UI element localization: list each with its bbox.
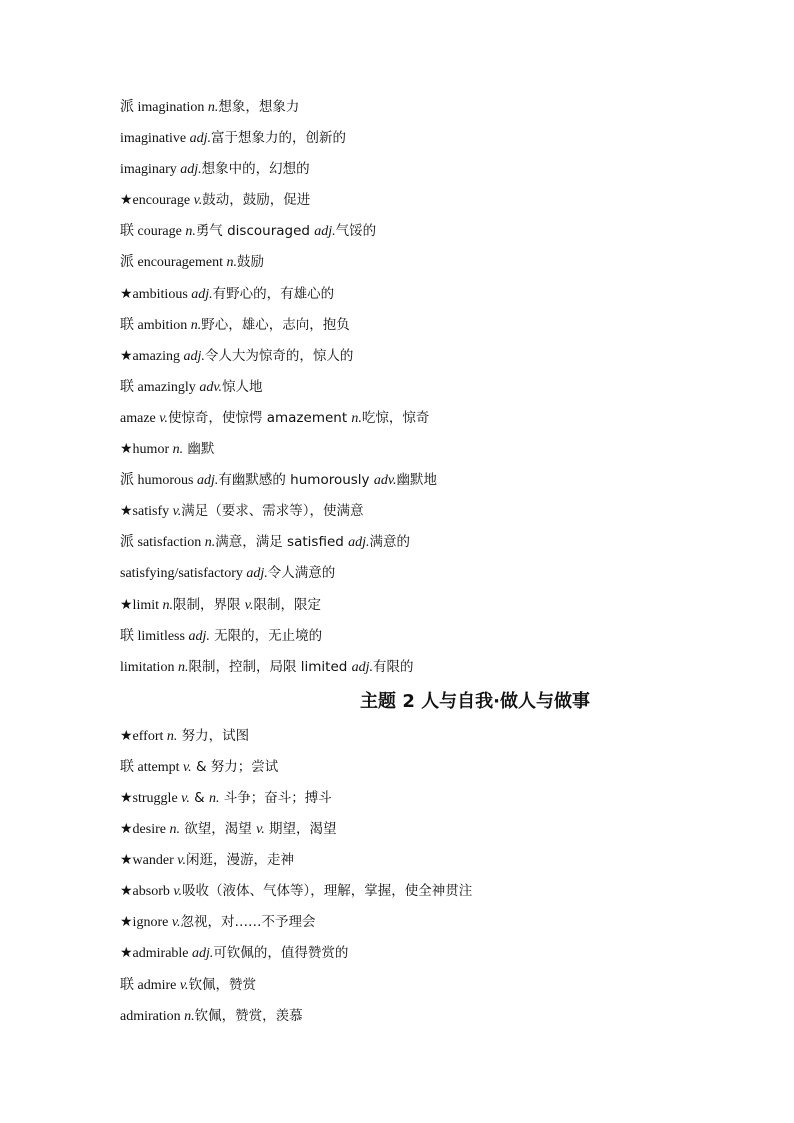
definition: 努力，试图 [177,727,250,744]
part-of-speech: n. [204,535,216,551]
headword: 派 humorous [120,473,197,489]
part-of-speech: n. [184,1008,195,1024]
definition: 使惊奇，使惊愕 amazement [167,409,352,426]
vocab-entry [120,910,760,941]
part-of-speech: adj. [351,659,373,675]
headword: 联 admire [120,977,180,993]
definition: 想象中的，幻想的 [201,161,310,178]
definition: 满意的 [369,534,411,551]
headword: ★admirable [120,946,193,962]
vocab-entry [120,817,760,848]
headword: ★amazing [120,348,184,364]
vocab-entry [120,282,760,313]
headword: ★satisfy [120,504,173,520]
vocab-entry [120,941,760,972]
part-of-speech: n. [162,597,173,613]
part-of-speech: v. [181,790,190,806]
definition: 有野心的，有雄心的 [212,285,335,302]
definition: 钦佩，赞赏，羡慕 [194,1007,303,1024]
part-of-speech: v. [244,597,254,613]
part-of-speech: adj. [314,224,336,240]
definition: 钦佩，赞赏 [188,976,257,993]
section-2-entries [120,724,760,1035]
section-heading: 主题 2 人与自我·做人与做事 [360,690,590,712]
vocab-entry [120,593,760,624]
vocab-entry [120,724,760,755]
headword: ★absorb [120,884,174,900]
definition: 气馁的 [335,223,377,240]
definition: 令人满意的 [267,565,336,582]
headword: 联 limitless [120,628,189,644]
vocab-entry [120,219,760,250]
vocab-entry [120,848,760,879]
part-of-speech: adj. [246,566,268,582]
definition: 限制，限定 [253,596,321,613]
headword: 派 encouragement [120,255,227,271]
headword: admiration [120,1008,185,1024]
part-of-speech: v. [173,884,183,900]
part-of-speech: adj. [197,473,219,489]
part-of-speech: n. [177,659,189,675]
definition: 鼓励 [237,254,265,271]
part-of-speech: v. [171,915,181,931]
definition: 吸收（液体、气体等），理解，掌握，使全神贯注 [182,883,473,900]
definition: 吃惊，惊奇 [361,409,430,426]
vocab-entry [120,561,760,592]
part-of-speech: n. [166,728,178,744]
headword: 联 attempt [120,759,183,775]
headword: amaze [120,410,160,426]
definition: 有幽默感的 humorously [218,472,374,489]
vocab-entry [120,755,760,786]
part-of-speech: adj. [189,131,211,147]
vocab-entry [120,344,760,375]
vocab-entry [120,879,760,910]
part-of-speech: v. [159,410,168,426]
part-of-speech: v. [256,822,265,838]
headword: ★ignore [120,915,172,931]
part-of-speech: n. [185,224,196,240]
part-of-speech: adv. [199,379,222,395]
headword: ★struggle [120,790,182,806]
part-of-speech: v. [177,853,186,869]
vocab-entry [120,786,760,817]
part-of-speech: adj. [191,286,213,302]
part-of-speech: adj. [188,628,210,644]
part-of-speech: n. [208,790,220,806]
definition: 斗争；奋斗；搏斗 [219,789,332,806]
headword: ★effort [120,728,167,744]
part-of-speech: n. [169,822,180,838]
headword: ★encourage [120,193,194,209]
definition: 满足（要求、需求等），使满意 [181,503,364,520]
vocab-entry [120,437,760,468]
headword: limitation [120,659,178,675]
part-of-speech: n. [226,255,238,271]
headword: 联 amazingly [120,379,200,395]
vocab-entry [120,95,760,126]
headword: 联 courage [120,224,186,240]
headword: imaginary [120,162,181,178]
vocab-entry [120,499,760,530]
part-of-speech: adj. [180,162,202,178]
definition: 幽默地 [396,472,438,489]
definition: 可钦佩的，值得赞赏的 [213,945,349,962]
definition: 期望，渴望 [264,821,337,838]
vocab-entry [120,375,760,406]
headword: imaginative [120,131,190,147]
definition: & 努力；尝试 [191,758,279,775]
definition: 欲望，渴望 [179,821,257,838]
vocab-entry [120,313,760,344]
headword: 派 imagination [120,100,208,115]
vocab-entry [120,1004,760,1035]
headword: ★humor [120,442,173,458]
part-of-speech: adj. [348,535,370,551]
definition: 富于想象力的，创新的 [210,130,346,147]
headword: 联 ambition [120,317,191,333]
part-of-speech: adj. [183,348,205,364]
definition: 闲逛，漫游，走神 [185,852,294,869]
vocab-entry [120,624,760,655]
definition: & [189,789,209,806]
part-of-speech: v. [179,977,189,993]
vocab-entry [120,655,760,686]
definition: 鼓动，鼓励，促进 [202,192,311,209]
definition: 忽视，对……不予理会 [180,914,316,931]
part-of-speech: v. [193,193,203,209]
vocab-entry [120,406,760,437]
definition: 惊人地 [222,378,263,395]
headword: ★ambitious [120,286,192,302]
headword: ★desire [120,822,170,838]
definition: 限制，控制，局限 limited [188,658,352,675]
part-of-speech: v. [183,759,192,775]
definition: 限制，界限 [173,596,245,613]
definition: 有限的 [373,658,414,675]
part-of-speech: n. [207,100,219,115]
vocab-entry [120,126,760,157]
headword: ★wander [120,853,178,869]
headword: 派 satisfaction [120,535,205,551]
vocab-entry [120,973,760,1004]
part-of-speech: n. [190,317,202,333]
definition: 令人大为惊奇的，惊人的 [204,347,354,364]
definition: 幽默 [183,441,215,458]
vocab-entry [120,468,760,499]
vocab-entry [120,530,760,561]
part-of-speech: adv. [373,473,397,489]
definition: 勇气 discouraged [195,223,315,240]
vocab-entry [120,188,760,219]
definition: 无限的，无止境的 [209,627,323,644]
part-of-speech: v. [172,504,182,520]
headword: ★limit [120,597,163,613]
part-of-speech: adj. [192,946,214,962]
section-1-entries [120,95,760,686]
definition: 想象，想象力 [218,99,300,115]
definition: 野心，雄心，志向，抱负 [201,316,350,333]
vocab-entry [120,250,760,281]
vocabulary-list [120,95,760,1035]
vocab-entry [120,157,760,188]
headword: satisfying/satisfactory [120,566,247,582]
definition: 满意，满足 satisfied [215,534,349,551]
part-of-speech: n. [351,410,362,426]
part-of-speech: n. [172,442,184,458]
